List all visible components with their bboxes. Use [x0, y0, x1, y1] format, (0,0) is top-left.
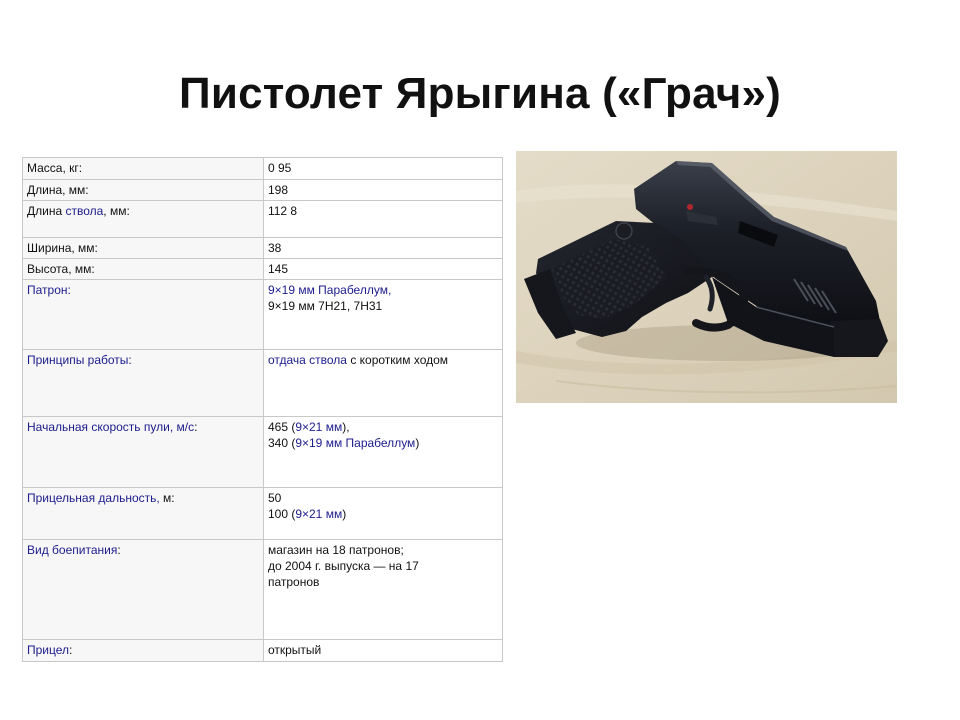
spec-value — [263, 350, 502, 417]
operation-link[interactable]: Принципы работы: — [27, 353, 132, 367]
range-link[interactable]: Прицельная дальность, — [27, 491, 160, 505]
spec-label: Высота, мм: — [23, 259, 264, 280]
label-text: : — [117, 543, 121, 557]
table-row — [23, 488, 503, 540]
spec-label — [23, 640, 264, 662]
table-row — [23, 180, 503, 201]
table-row — [23, 201, 503, 238]
range-line-1: 50 — [267, 491, 282, 505]
label-text: : — [69, 643, 73, 657]
spec-value: 0 95 — [263, 158, 502, 180]
spec-value — [263, 417, 502, 488]
table-row — [23, 640, 503, 662]
caliber-9x21-link[interactable]: 9×21 мм — [295, 420, 343, 434]
table-row — [23, 417, 503, 488]
pistol-photo — [516, 151, 897, 403]
spec-value — [263, 540, 502, 640]
value-text: ), — [342, 420, 350, 434]
slide-title: Пистолет Ярыгина («Грач») — [179, 69, 781, 118]
barrel-link[interactable]: ствола — [65, 204, 104, 218]
label-text: м: — [159, 491, 175, 505]
spec-value — [263, 280, 502, 350]
spec-label — [23, 417, 264, 488]
spec-value: 145 — [263, 259, 502, 280]
cartridge-link[interactable]: Патрон: — [27, 283, 71, 297]
range-line-2 — [268, 506, 498, 522]
table-row — [23, 350, 503, 417]
velocity-link[interactable]: Начальная скорость пули, м/с — [27, 420, 195, 434]
recoil-link[interactable]: отдача ствола — [267, 353, 347, 367]
table-row — [23, 280, 503, 350]
spec-label: Масса, кг: — [23, 158, 264, 180]
spec-value: 38 — [263, 238, 502, 259]
spec-value: 112 8 — [263, 201, 502, 238]
spec-label — [23, 201, 264, 238]
operation-text: с коротким ходом — [346, 353, 449, 367]
spec-label — [23, 488, 264, 540]
cartridge-parabellum-link[interactable]: 9×19 мм Парабеллум, — [267, 283, 392, 297]
value-text: ) — [342, 507, 347, 521]
label-text: Длина — [27, 204, 66, 218]
spec-label — [23, 540, 264, 640]
feed-line-1: магазин на 18 патронов; — [267, 543, 404, 557]
feed-link[interactable]: Вид боепитания — [27, 543, 118, 557]
feed-line-2: до 2004 г. выпуска — на 17 — [267, 559, 419, 573]
spec-label — [23, 280, 264, 350]
caliber-9x21-link[interactable]: 9×21 мм — [295, 507, 343, 521]
label-text: , мм: — [103, 204, 130, 218]
spec-label: Длина, мм: — [23, 180, 264, 201]
spec-value — [263, 488, 502, 540]
table-row — [23, 540, 503, 640]
table-row — [23, 158, 503, 180]
spec-value: открытый — [263, 640, 502, 662]
spec-value: 198 — [263, 180, 502, 201]
velocity-line-2 — [268, 435, 498, 451]
cartridge-7n21-text: 9×19 мм 7Н21, 7Н31 — [267, 299, 383, 313]
value-text: 465 ( — [267, 420, 296, 434]
spec-label — [23, 350, 264, 417]
feed-line-3: патронов — [267, 575, 320, 589]
value-text: 340 ( — [267, 436, 296, 450]
spec-label: Ширина, мм: — [23, 238, 264, 259]
value-text: 100 ( — [267, 507, 296, 521]
caliber-parabellum-link[interactable]: 9×19 мм Парабеллум — [295, 436, 416, 450]
value-text: ) — [415, 436, 420, 450]
table-row — [23, 259, 503, 280]
label-text: : — [194, 420, 198, 434]
velocity-line-1 — [268, 419, 498, 435]
sight-link[interactable]: Прицел — [27, 643, 70, 657]
spec-table — [22, 157, 503, 662]
table-row — [23, 238, 503, 259]
